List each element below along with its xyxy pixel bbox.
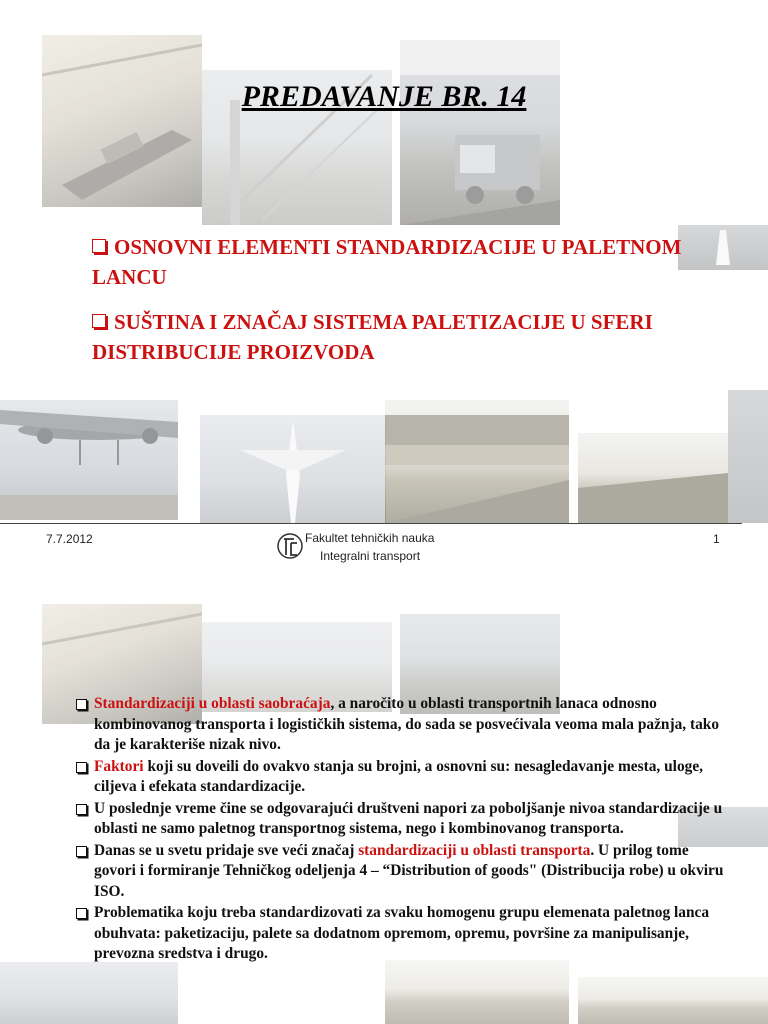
airplane-landing-photo	[0, 962, 178, 1024]
truck-photo	[400, 40, 560, 225]
footer-institution: Fakultet tehničkih nauka	[305, 531, 435, 545]
checkbox-square-icon	[92, 239, 106, 253]
checkbox-square-icon	[76, 699, 87, 710]
topic-text-2: SUŠTINA I ZNAČAJ SISTEMA PALETIZACIJE U SFERI DISTRIBUCIJE PROIZVODA	[92, 310, 653, 364]
bullet-item-4	[74, 841, 734, 903]
footer-page-number: 1	[713, 532, 720, 546]
topic-item-2	[92, 307, 692, 367]
airplane-landing-photo	[0, 400, 178, 520]
footer-date: 7.7.2012	[46, 532, 93, 546]
aircraft-top-photo	[200, 415, 386, 523]
train-photo	[385, 400, 569, 523]
bullet-1-highlight: Standardizaciji u oblasti saobraćaja	[94, 695, 331, 712]
landscape-photo	[578, 433, 728, 523]
bullet-1-text: , a naročito u oblasti transportnih lanaca odnosno kombinovanog transporta i logističkih sistema, do sada se posvećivala veoma mala pažnja, tako da je karakteriše nizak nivo.	[94, 695, 720, 753]
bullet-3-text: U poslednje vreme čine se odgovarajući društveni napori za poboljšanje nivoa standardizacije u oblasti ne samo paletnog transportnog sistema, nego i kombinovanog transporta.	[94, 799, 723, 837]
bullet-2-text: koji su doveili do ovakvo stanja su brojni, a osnovni su: nesagledavanje mesta, uloge, ciljeva i efekata standardizacije.	[94, 757, 704, 795]
bullet-5-text: Problematika koju treba standardizovati za svaku homogenu grupu elemenata paletnog lanca obuhvata: paketizaciju, palete sa dodatnom opremom, opremu, površine za manipulisanje, prevozna sredstva i drugo.	[94, 904, 710, 962]
checkbox-square-icon	[76, 846, 87, 857]
landscape-photo	[578, 977, 768, 1024]
bullet-4-text-post: . U prilog tome govori i formiranje Tehničkog odeljenja 4 – “Distribution of goods" (Distribucija robe) u okviru ISO.	[94, 841, 724, 900]
slide-2	[0, 582, 768, 1024]
checkbox-square-icon	[76, 804, 87, 815]
slide-title: PREDAVANJE BR. 14	[241, 80, 527, 113]
bullet-4-highlight: standardizaciji u oblasti transporta	[358, 841, 591, 859]
ship-port-photo	[42, 35, 202, 207]
train-side-photo	[728, 390, 768, 523]
checkbox-square-icon	[92, 314, 106, 328]
checkbox-square-icon	[76, 908, 87, 919]
topic-text-1: OSNOVNI ELEMENTI STANDARDIZACIJE U PALETNOM LANCU	[92, 235, 682, 289]
bullet-list	[74, 694, 734, 966]
topic-item-1	[92, 232, 692, 292]
bullet-item-5	[74, 903, 734, 965]
slide-separator	[0, 574, 768, 584]
footer-divider	[0, 523, 742, 524]
bullet-4-text-pre: Danas se u svetu pridaje sve veći značaj	[94, 841, 359, 859]
bullet-item-1	[74, 694, 734, 756]
bullet-item-2	[74, 757, 734, 798]
bullet-2-highlight: Faktori	[94, 757, 144, 775]
faculty-logo-icon	[277, 531, 303, 561]
footer-course: Integralni transport	[320, 549, 421, 563]
train-photo	[385, 960, 569, 1024]
bullet-item-3	[74, 799, 734, 840]
checkbox-square-icon	[76, 762, 87, 773]
